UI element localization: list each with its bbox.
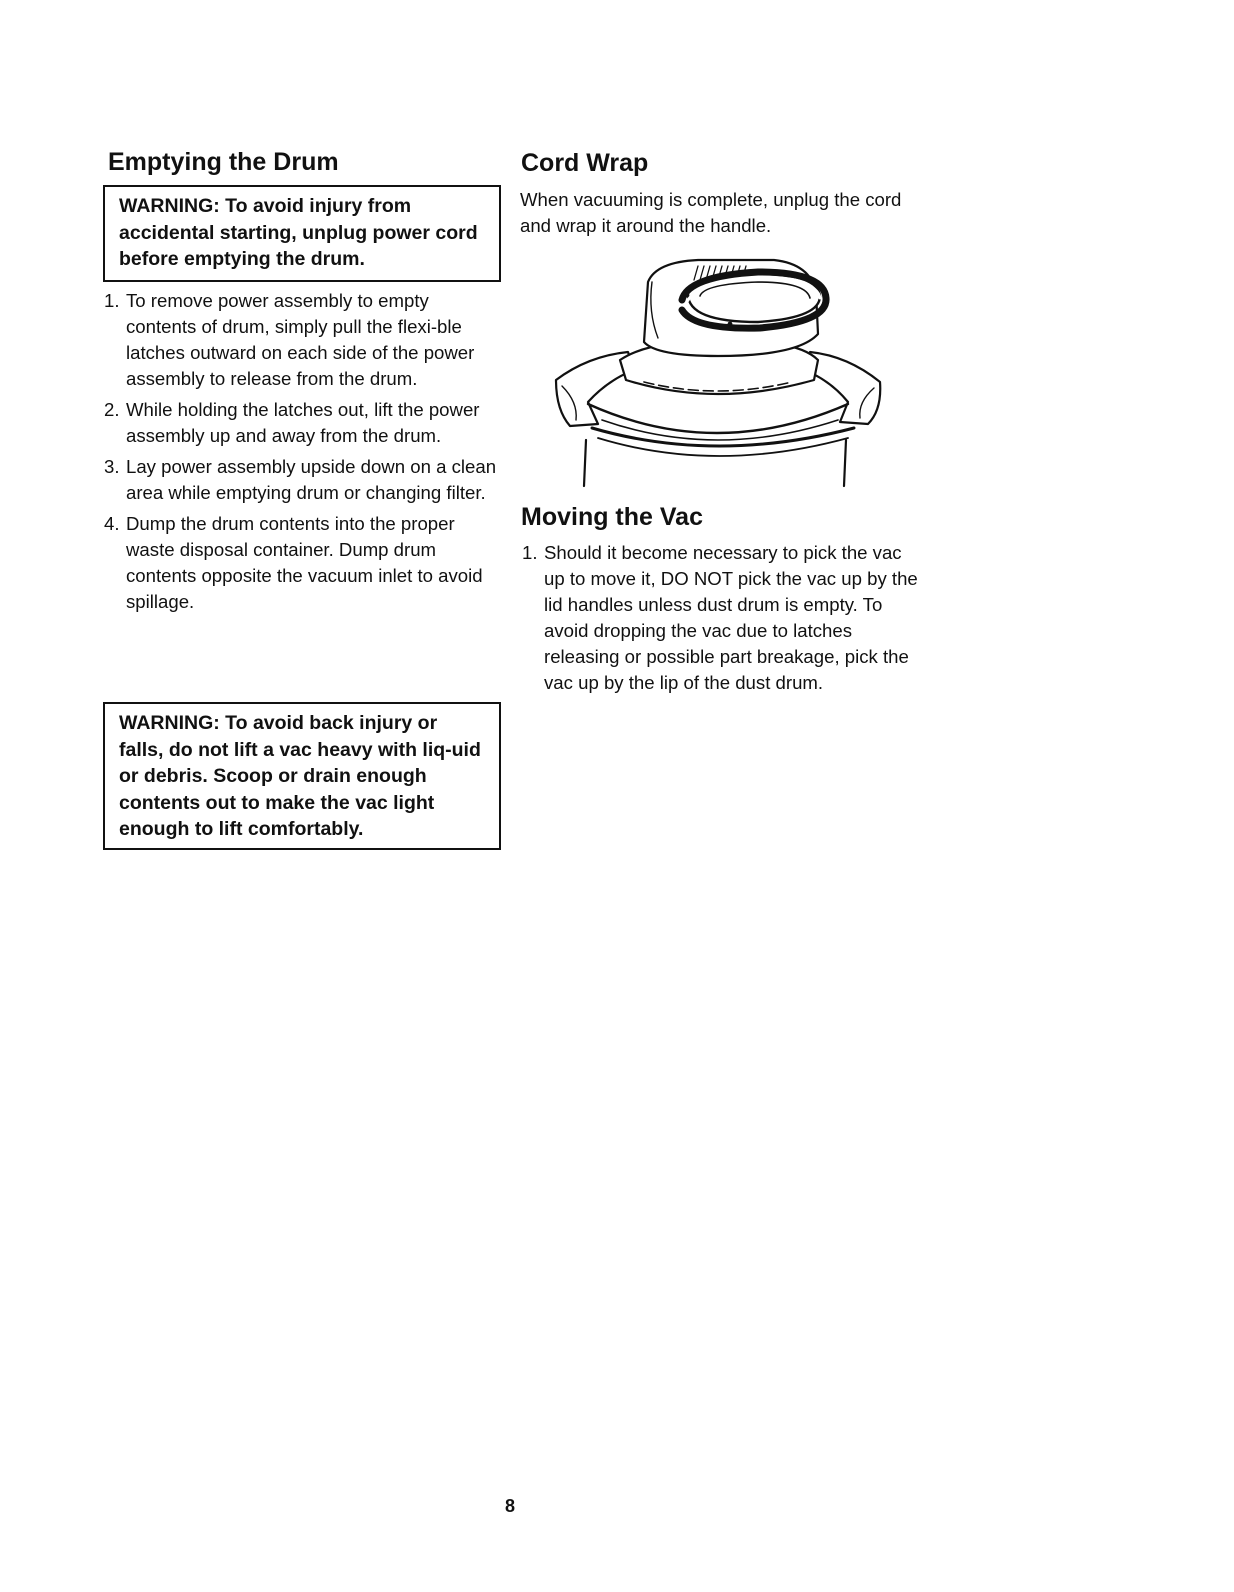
- step-text: Should it become necessary to pick the vac up to move it, DO NOT pick the vac up by the lid handles unless dust drum is empty. To avoid dropping the vac due to latches releasing or possible part breakage, pick the vac up by the lip of the dust drum.: [544, 542, 918, 693]
- step-number: 3.: [104, 456, 120, 477]
- warning-unplug-box: [103, 185, 501, 282]
- warning-unplug-text: WARNING: To avoid injury from accidental starting, unplug power cord before emptying the drum.: [119, 195, 478, 270]
- step-text: To remove power assembly to empty contents of drum, simply pull the flexi-ble latches outward on each side of the power assembly to release from the drum.: [126, 290, 475, 389]
- step-text: Lay power assembly upside down on a clean area while emptying drum or changing filter.: [126, 456, 497, 503]
- moving-steps-list: [522, 540, 922, 701]
- step-number: 1.: [522, 542, 538, 563]
- warning-back-injury-text: WARNING: To avoid back injury or falls, do not lift a vac heavy with liq-uid or debris. Scoop or drain enough contents out to make the vac light enough to lift comfortably.: [119, 712, 481, 840]
- emptying-steps-list: [104, 288, 504, 620]
- step-text: While holding the latches out, lift the power assembly up and away from the drum.: [126, 399, 480, 446]
- list-item: [522, 540, 922, 696]
- list-item: [104, 454, 504, 506]
- emptying-drum-heading: Emptying the Drum: [108, 148, 339, 176]
- step-number: 4.: [104, 513, 120, 534]
- vacuum-cord-wrap-illustration: [548, 252, 888, 490]
- step-number: 1.: [104, 290, 120, 311]
- list-item: [104, 511, 504, 615]
- warning-back-injury-box: [103, 702, 501, 850]
- list-item: [104, 397, 504, 449]
- page-number: 8: [505, 1496, 516, 1516]
- step-text: Dump the drum contents into the proper waste disposal container. Dump drum contents opposite the vacuum inlet to avoid spillage.: [126, 513, 483, 612]
- cord-wrap-text: When vacuuming is complete, unplug the cord and wrap it around the handle.: [520, 189, 902, 236]
- step-number: 2.: [104, 399, 120, 420]
- list-item: [104, 288, 504, 392]
- cord-wrap-heading: Cord Wrap: [521, 149, 649, 177]
- moving-vac-heading: Moving the Vac: [521, 503, 703, 531]
